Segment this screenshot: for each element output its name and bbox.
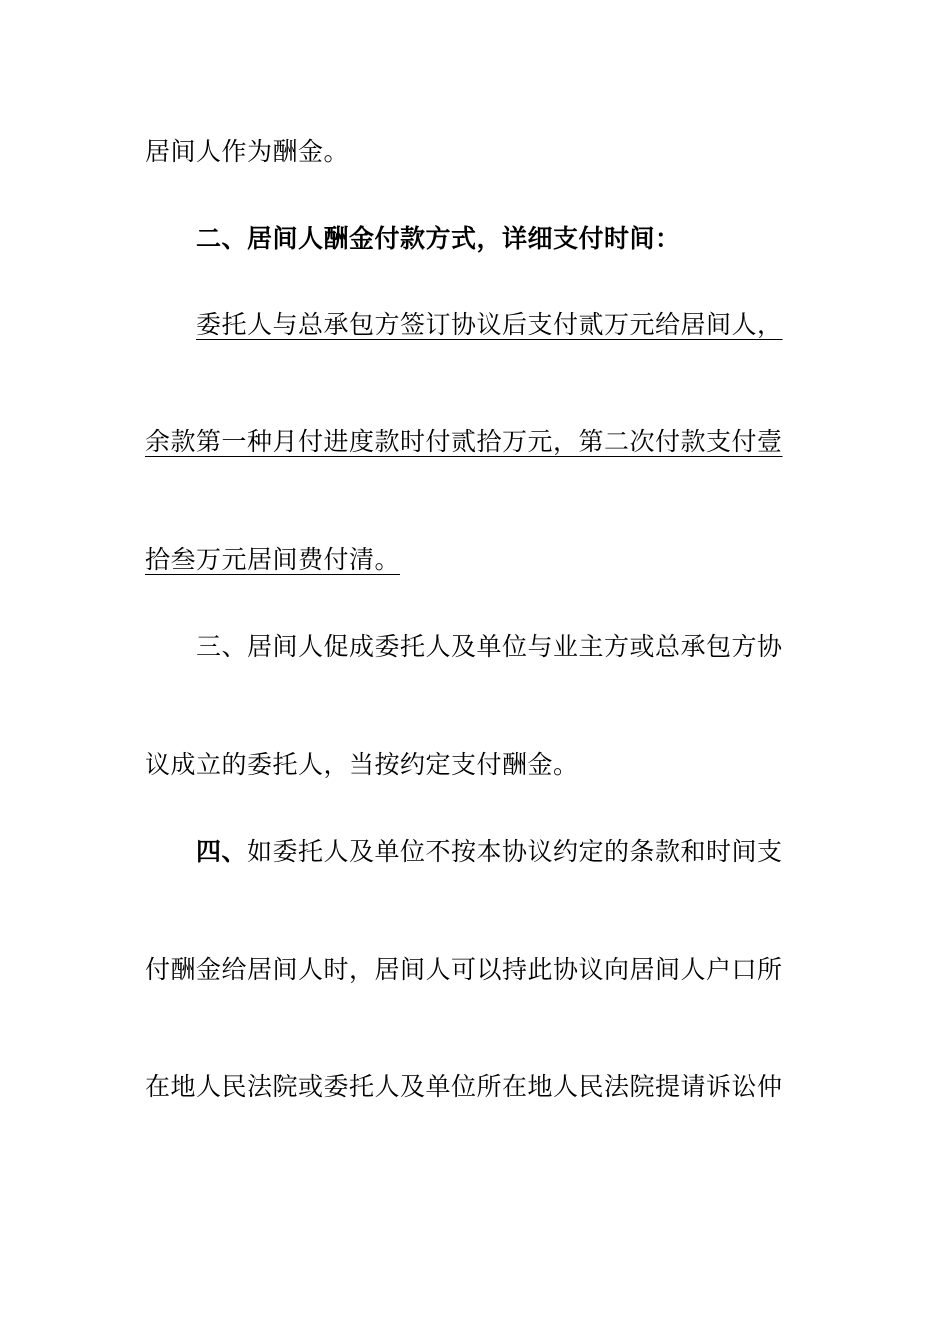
- paragraph-line: 三、居间人促成委托人及单位与业主方或总承包方协: [196, 632, 783, 661]
- section-number: 四、: [196, 837, 248, 866]
- paragraph-line: 拾叁万元居间费付清。: [145, 545, 401, 574]
- paragraph-line: 居间人作为酬金。: [145, 137, 350, 166]
- paragraph-line: 在地人民法院或委托人及单位所在地人民法院提请诉讼仲: [145, 1072, 783, 1101]
- paragraph-line: 议成立的委托人，当按约定支付酬金。: [145, 750, 579, 779]
- section-text: 如委托人及单位不按本协议约定的条款和时间支: [247, 837, 783, 866]
- paragraph-line: [196, 835, 783, 869]
- paragraph-line: 付酬金给居间人时，居间人可以持此协议向居间人户口所: [145, 955, 783, 984]
- paragraph-line: 委托人与总承包方签订协议后支付贰万元给居间人，: [196, 310, 783, 339]
- paragraph-line: 余款第一种月付进度款时付贰拾万元，第二次付款支付壹: [145, 427, 783, 456]
- section-heading: 二、居间人酬金付款方式，详细支付时间：: [196, 224, 681, 253]
